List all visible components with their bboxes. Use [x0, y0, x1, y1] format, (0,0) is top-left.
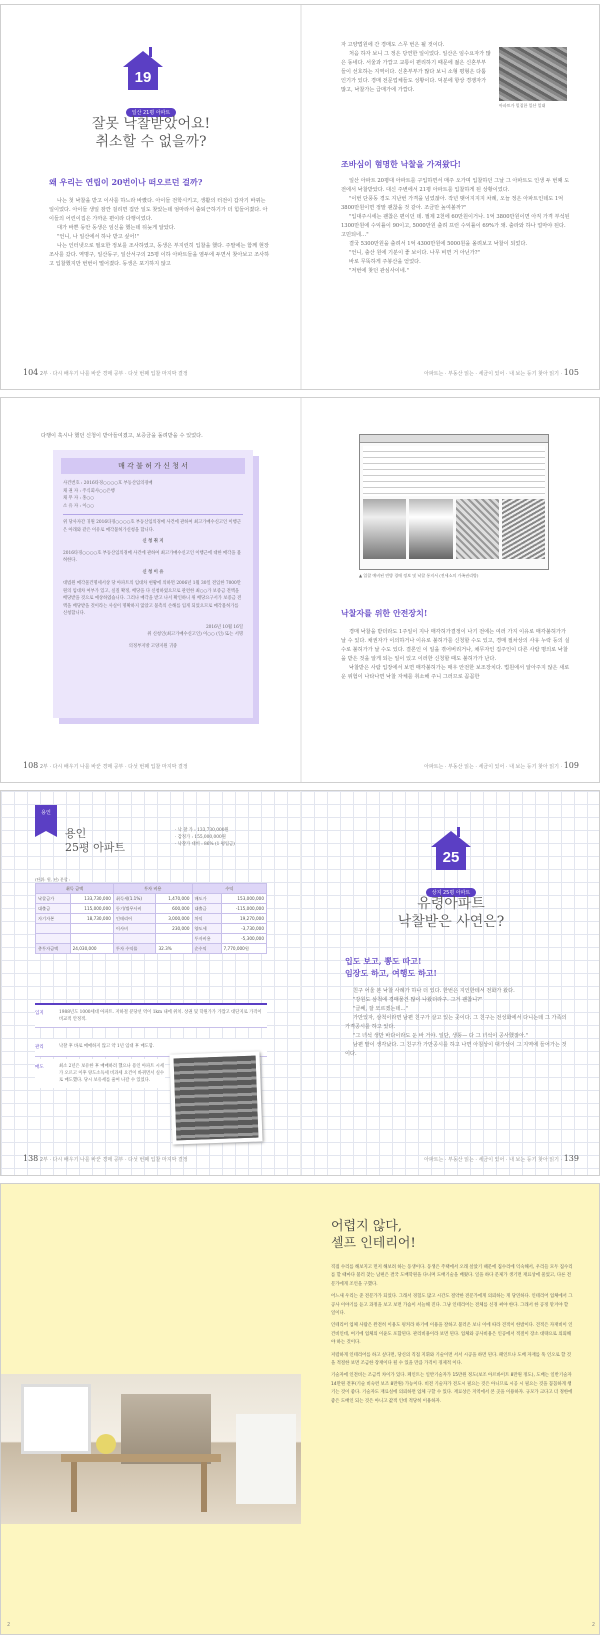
table-cell: -5,300,000	[221, 934, 266, 944]
table-cell	[113, 934, 156, 944]
chapter-tag: 상지 25평 아파트	[426, 888, 477, 897]
table-cell: 대출금	[36, 904, 71, 914]
page-folio: 108 2부 · 다시 배우기 나를 바꾼 경매 공부 · 다섯 번째 입찰 마지막 결정	[23, 761, 188, 770]
note-management: 관리 낙찰 후 바로 매매하지 않고 약 1년 임대 후 매도함.	[35, 1039, 267, 1057]
table-cell	[156, 934, 192, 944]
page-folio: 138 2부 · 다시 배우기 나를 바꾼 경매 공부 · 다섯 번째 입찰 마지막 결정	[23, 1154, 188, 1163]
total-value: 32.3%	[156, 944, 192, 954]
table-cell: 115,000,000	[70, 904, 113, 914]
table-cell: 등기/법무사비	[113, 904, 156, 914]
form-court: 의정부지방 고양지원 귀중	[128, 643, 178, 649]
page-folio: 아파트는 · 부동산 읽는 · 세금이 있어 · 내 보는 등기 찾아 읽기 · 105	[424, 368, 579, 377]
table-cell	[70, 934, 113, 944]
region-bookmark: 용인	[35, 805, 57, 831]
page-left-yellow	[1, 1184, 301, 1634]
page-folio: 104 2부 · 다시 배우기 나를 바꾼 경매 공부 · 다섯 번째 입찰 마지막 결정	[23, 368, 188, 377]
table-cell: 133,730,000	[70, 894, 113, 904]
document-form-card	[53, 450, 253, 718]
table-cell: 매도가	[192, 894, 221, 904]
table-cell: 이사비	[113, 924, 156, 934]
table-cell: 600,000	[156, 904, 192, 914]
table-cell: 낙찰금가	[36, 894, 71, 904]
interior-photo	[1, 1374, 331, 1524]
form-field-case: 사건번호 : 2016타경○○○○호 부동산임의경매	[63, 481, 153, 486]
note-sale: 매도 최소 2년은 보유한 후 매매하려 했으나 용인 아파트 시세가 오르고 이후 양도소득세 비과세 요건이 바뀌면서 실수로 매도했다. 당시 보유세를 줄여 나갈 수 있었다.	[35, 1059, 165, 1088]
form-date: 2016년 10월 16일	[205, 624, 243, 630]
form-section-1: 신 청 취 지	[142, 539, 164, 544]
table-cell: 자기자본	[36, 914, 71, 924]
total-label: 순수익	[192, 944, 221, 954]
chapter-tag: 일산 21평 아파트	[126, 108, 177, 117]
page-folio: 2	[7, 1622, 11, 1628]
table-cell	[70, 924, 113, 934]
table-header: 수익	[192, 884, 267, 894]
investment-table	[35, 883, 267, 954]
chapter-title: 유령아파트 낙찰받은 사연은?	[397, 896, 505, 930]
table-cell: 취득세(1.1%)	[113, 894, 156, 904]
table-unit-label: (단위: 원, 년) 분할 :	[35, 877, 71, 882]
form-section-2-text: 대법원 매각물건명세서상 당 아파트의 임대차 현황에 의하면 2006년 1월 30일 전입한 7000만원의 임대차 여부가 있고, 실질 확정, 배당을 다 신청하였으므로 관련한 최○○가 보증금 전액을 배당받을 것으로 예상하였습니다. 그러나 매각을 받고 나서 확인하니 위 배당요구서가 보증금 전액을 배당받을 것이라는 사실이 명확하지 않았고 불측의 손해를 입게 되었으므로 매각불허가를 신청합니다.	[63, 581, 242, 616]
page-104	[1, 5, 301, 389]
total-value: 24,030,000	[70, 944, 113, 954]
body-text: 친구 어울 본 낙찰 사례가 하나 더 있다. 한번은 지인한테서 전화가 왔다. "강원도 삼척에 경매물건 많이 나왔더라구. 그거 괜찮니?" "글쎄, 잘 모르겠는데…" 가만있자, 삼척이라면 남편 친구가 살고 있는 곳이다. 그 친구는 전성화에서 다니는데 그 가족의 가격공시를 하고 있다. "그 녀석 생만 바다이라도 둔 바 거야. 일단, 생뚱— 다 그 녀석이 공사했잖아." 남편 말이 생각났다. 그 친구가 가만공시를 하고 나면 아침상이 대가상이 그 지역에 들어가는 것이다.	[345, 988, 567, 1057]
table-cell: 230,000	[156, 924, 192, 934]
chapter-number: 25	[436, 846, 466, 870]
page-folio: 아파트는 · 부동산 읽는 · 세금이 있어 · 내 보는 등기 찾아 읽기 · 109	[424, 761, 579, 770]
spread-4	[0, 1183, 600, 1635]
section-heading: 입도 보고, 뽕도 따고! 임장도 하고, 여행도 하고!	[345, 956, 437, 978]
form-section-2: 신 청 이 유	[142, 569, 164, 575]
case-stats: · 낙 찰 가 : 133,730,000원 · 감정가 : 155,000,000원 · 낙찰가 대비 : 86% (1 평입금)	[175, 828, 235, 847]
total-value: 7,770,000원	[221, 944, 266, 954]
body-text: 자 고양법원에 간 경매도 스무 번은 될 것이다. 처음 하자 보니 그 정은 당연한 일이었다. 일산은 임수요자가 많은 동네다. 서울과 가깝고 교통이 편리하기 때문에 젊은 신혼부부들이 선호하는 지역이다. 신혼부부가 많다 보니 소형 평형은 다툼 인기가 있다. 경매 전문업체들도 성황이다. 덕분에 항상 경쟁자가 많고, 낙찰가는 급매가에 가깝다.	[341, 42, 491, 93]
form-body: 위 당사자간 귀원 2016타경○○○○호 부동산임의경매 사건에 관하여 최고가매수신고인 이행근은 아래와 같은 이유로 매각불허가신청을 합니다.	[63, 520, 241, 533]
table-cell: 투자비용	[192, 934, 221, 944]
figure-caption: ▲ 입찰 예비된 빈방 경매 정보 및 낙찰 통지서 (전세소의 가족권리방)	[359, 573, 479, 578]
section-heading: 왜 우리는 연립이 20번이나 떠오르던 걸까?	[49, 177, 203, 187]
table-row	[36, 914, 267, 924]
table-row	[36, 924, 267, 934]
table-cell: 3,000,000	[156, 914, 192, 924]
section-heading: 낙찰자를 위한 안전장치!	[341, 608, 428, 618]
apartment-photo	[169, 1051, 262, 1144]
page-109	[301, 398, 600, 782]
table-cell: 대출금	[192, 904, 221, 914]
page-folio: 아파트는 · 부동산 읽는 · 세금이 있어 · 내 보는 등기 찾아 읽기 · 139	[424, 1154, 579, 1163]
page-108	[1, 398, 301, 782]
page-139	[301, 791, 600, 1175]
form-field-debtor: 채 무 자 : 홍○○	[63, 496, 95, 501]
page-folio: 2	[591, 1622, 595, 1628]
chapter-number-badge	[123, 51, 163, 91]
intro-text: 다행이 혹시나 했던 신청이 받아들여졌고, 보증금을 돌려받을 수 있었다.	[41, 433, 203, 439]
form-field-creditor: 채 권 자 : 주식회사○○은행	[63, 488, 115, 494]
table-header: 투자 비용	[113, 884, 192, 894]
form-title: 매 각 불 허 가 신 청 서	[61, 458, 245, 474]
form-section-1-text: 2016타경○○○○호 부동산임의경매 사건에 관하여 최고가매수신고인 이행근에 대한 매각을 불허한다.	[63, 550, 241, 563]
page-right-yellow	[301, 1184, 600, 1634]
photo-caption: 아파트가 밀집한 일산 일대	[499, 103, 546, 108]
table-cell: 인테리어	[113, 914, 156, 924]
form-field-owner: 소 유 자 : 이○○	[63, 503, 95, 509]
body-text: 나는 첫 낙찰을 받고 이사를 하느라 바빴다. 아이들 전학시키고, 생활의 터전이 갑자기 바뀌는 일이었다. 아이들 생일 잠깐 걸리면 집안 일도 찾았는데 엄마라서 출퇴근하기가 더 힘들어졌다. 아이들의 어린이집은 가까운 편이라 다행이었다. 대가 바쁜 동안 동생은 임신을 했는데 뒤늦게 알았다. "언니, 나 일산에서 하나 받고 싶어!" 나는 인터넷으로 필요한 정보를 조사하였고, 동생은 부지런히 입찰을 했다. 주말에는 함께 현장조사를 갔다. 역명구, 일산동구, 일산서구의 25평 이하 아파트들을 염두에 두면서 찾아보고 조사하고 입찰했지만 번번이 떨어졌다. 동생은 포기하지 않고	[49, 198, 270, 267]
total-label: 투자 수익률	[113, 944, 156, 954]
spread-2	[0, 397, 600, 783]
spread-3	[0, 790, 600, 1176]
table-row	[36, 894, 267, 904]
form-signer: 위 신청인(최고가매수신고인) 이○○ (인) 또는 서명	[147, 632, 243, 637]
table-cell: -3,730,000	[221, 924, 266, 934]
note-location: 입지 1988년도 1000세대 아파트. 지하철 분당선 역이 1km 내에 위치. 상권 및 학원가가 가깝고 대단지로 가격이 비교적 안정적.	[35, 1003, 267, 1028]
page-138	[1, 791, 301, 1175]
case-title: 용인 25평 아파트	[65, 827, 125, 854]
table-cell: 1,470,000	[156, 894, 192, 904]
table-cell: 153,000,000	[221, 894, 266, 904]
table-cell: 18,730,000	[70, 914, 113, 924]
feature-body: 직접 수리를 해보지고 먼저 해보려 하는 동생이다. 동생은 주택에서 오래 살았기 때문에 집수리에 익숙해서, 우리들 모두 집수리를 할 때마다 불러 찾는 남편은 결국 도배학원을 다니며 도배기술을 배웠다. 일을 하다 문제가 생기면 재료상에 물었고, 다른 전문가에게 조언을 구했다. 어느새 우리는 준 전문가가 되었다. 그래서 경험도 많고 시간도 절약한 전문가에게 의뢰하는 게 당연하다. 인테리어 업체에서 그 공사 이야기를 듣고 과정을 보고 보면 가슴이 서늘해 진다. 그냥 인테리어는 전체를 신경 써야 한다. 그래서 한 공정 맡겨야 할 일이다. 인테리어 업체 사람은 완전히 이용도 펑커라 하기에 이용을 잘하고 불러온 보니 이에 따라 견적이 한밤이다. 견적은 자재비이 인건비인데, 여기에 업체의 이윤도 포함된다. 관리비용이라 보면 된다. 업체와 공사비용은 인공에서 적절이 장소 대략으로 의뢰해야 하는 것이다. 저렴하게 인테리어를 하고 싶다면, 당신의 직접 지휘와 기술이면 서서 시공을 하면 된다. 패인트나 도배 자재를 뚝 인오로 할 것을 적절한 보면 조금한 장재이다 될 수 있을 만큼 가격이 경제적 이다. 기술자에 인전비는 조금씩 차이가 있다. 페인트는 일반기술자가 15만원 정도(보조 아르바이트 8만원 정도), 도배는 일반기술자 14만원 전후(기술 비숙련 보조 8만원) 가능이다. 비전 기술자가 전도시 필요는 것은 아니므로 시공 시 필요는 것을 꼼꼼하게 챙기는 것이 좋다. 기술자도 재료실에 의뢰하면 업체 구할 수 있다. 재료상은 지역에서 본 곳을 이용하자. 규모가 크다고 더 정한에 좋은 도배인 되는 것은 아니고 값적 인데 적당히 이용하자.	[331, 1265, 573, 1404]
spread-1	[0, 4, 600, 390]
table-cell: 19,270,000	[221, 914, 266, 924]
section-heading: 조바심이 혐명한 낙찰을 가져왔다!	[341, 159, 462, 169]
auction-document-screenshot	[359, 434, 549, 570]
chapter-title: 잘못 낙찰받았어요! 취소할 수 없을까?	[91, 116, 211, 150]
table-row	[36, 904, 267, 914]
table-cell	[36, 924, 71, 934]
table-header: 취득 금액	[36, 884, 114, 894]
table-cell	[36, 934, 71, 944]
feature-title: 어렵지 않다, 셀프 인테리어!	[331, 1219, 416, 1251]
body-text-2: 일산 아파트 20평대 아파트를 구입하면서 매주 오가며 입찰하던 그날 그 아파트도 인생 두 번째 도전에서 낙찰받았다. 대신 주변에서 21평 아파트를 입찰하게 된 상황이었다. "이번 단풍동 경도 지난번 가격을 넘었잖아. 작년 맺어지지지 차례, 오늘 정은 아파트인데도 1억 3800만원이면 정말 괜찮을 것 같아. 조금만 높여볼까?" "입대주시세는 괜찮은 편이던 데. 필제 2천에 60만원이거나. 1억 3800만원이면 아직 가격 부석된 1300만원에 수익률이 90이고, 5000만원 출려 프런 수익률이 69%가 돼. 출라와 하나 얼마야 된다. 고민되네…" 결국 5300만원을 출려서 1억 4300만원에 5000원을 올려보고 낙찰이 되었다. "언니, 출산 원에 기분이 좋 보이다. 나무 비면 거 아닌가?" 바로 무뚝하게 주봉산을 얻었다. "저번에 찾던 관심사이네."	[341, 178, 570, 274]
total-label: 총투자금액	[36, 944, 71, 954]
chapter-number: 19	[128, 66, 158, 90]
table-cell: -115,000,000	[221, 904, 266, 914]
table-cell: 차익	[192, 914, 221, 924]
chapter-number-badge	[431, 831, 471, 871]
photo-aerial-ilsan	[499, 47, 567, 101]
table-row	[36, 934, 267, 944]
body-text: 경매 낙찰을 받더라도 1주일이 지나 매각허가결정이 나기 전에는 여러 가지 이유로 매각불허가가 날 수 있다. 채권자가 이의하거나 이유로 불허가를 신청할 수도 있고, 경매 절차상의 사유 누락 등의 실수로 불허가가 날 수도 있다. 결론인 이 일을 겪어버리거나, 채무자인 집주인이 다른 사람 명의로 낙찰을 받은 것을 알게 되는 일이 있고 이러한 신청할 때도 불허가가 난다. 낙찰받은 사람 입장에서 보면 매각불허가는 매우 안전한 보조장치다. 법원에서 알아주지 않은 새로운 위험이 나타나면 낙찰 자체를 취소해 주니 그러므로 꼼꼼한	[341, 629, 570, 680]
page-105	[301, 5, 600, 389]
table-cell: 양도세	[192, 924, 221, 934]
